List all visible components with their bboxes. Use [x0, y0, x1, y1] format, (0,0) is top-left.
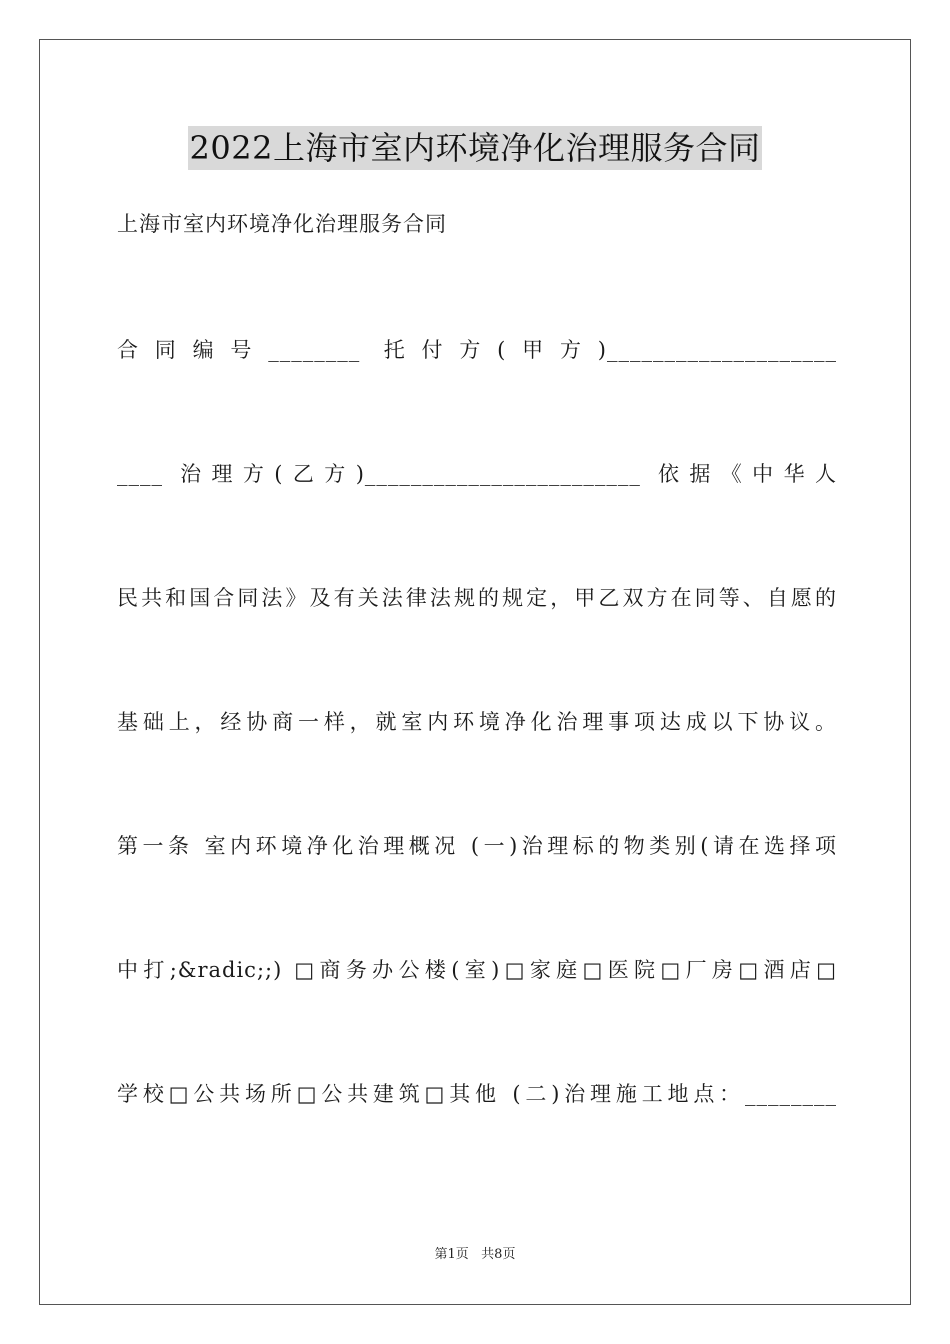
- contract-line-1: 合同编号________ 托付方(甲方)____________________: [117, 338, 837, 362]
- contract-line-3: 民共和国合同法》及有关法律法规的规定，甲乙双方在同等、自愿的: [117, 586, 837, 610]
- page-number-footer: 第1页 共8页: [434, 1247, 516, 1262]
- document-subtitle: 上海市室内环境净化治理服务合同: [117, 212, 447, 236]
- contract-line-5: 第一条 室内环境净化治理概况 (一)治理标的物类别(请在选择项: [117, 834, 837, 858]
- contract-line-6: 中打;&radic;;) □商务办公楼(室)□家庭□医院□厂房□酒店□: [117, 958, 837, 982]
- title-container: [0, 126, 950, 170]
- contract-line-2: ____ 治理方(乙方)________________________ 依据《中华人: [117, 462, 837, 486]
- document-title: 2022上海市室内环境净化治理服务合同: [188, 126, 763, 170]
- contract-line-7: 学校□公共场所□公共建筑□其他 (二)治理施工地点：________: [117, 1082, 837, 1106]
- contract-line-4: 基础上，经协商一样，就室内环境净化治理事项达成以下协议。: [117, 710, 837, 734]
